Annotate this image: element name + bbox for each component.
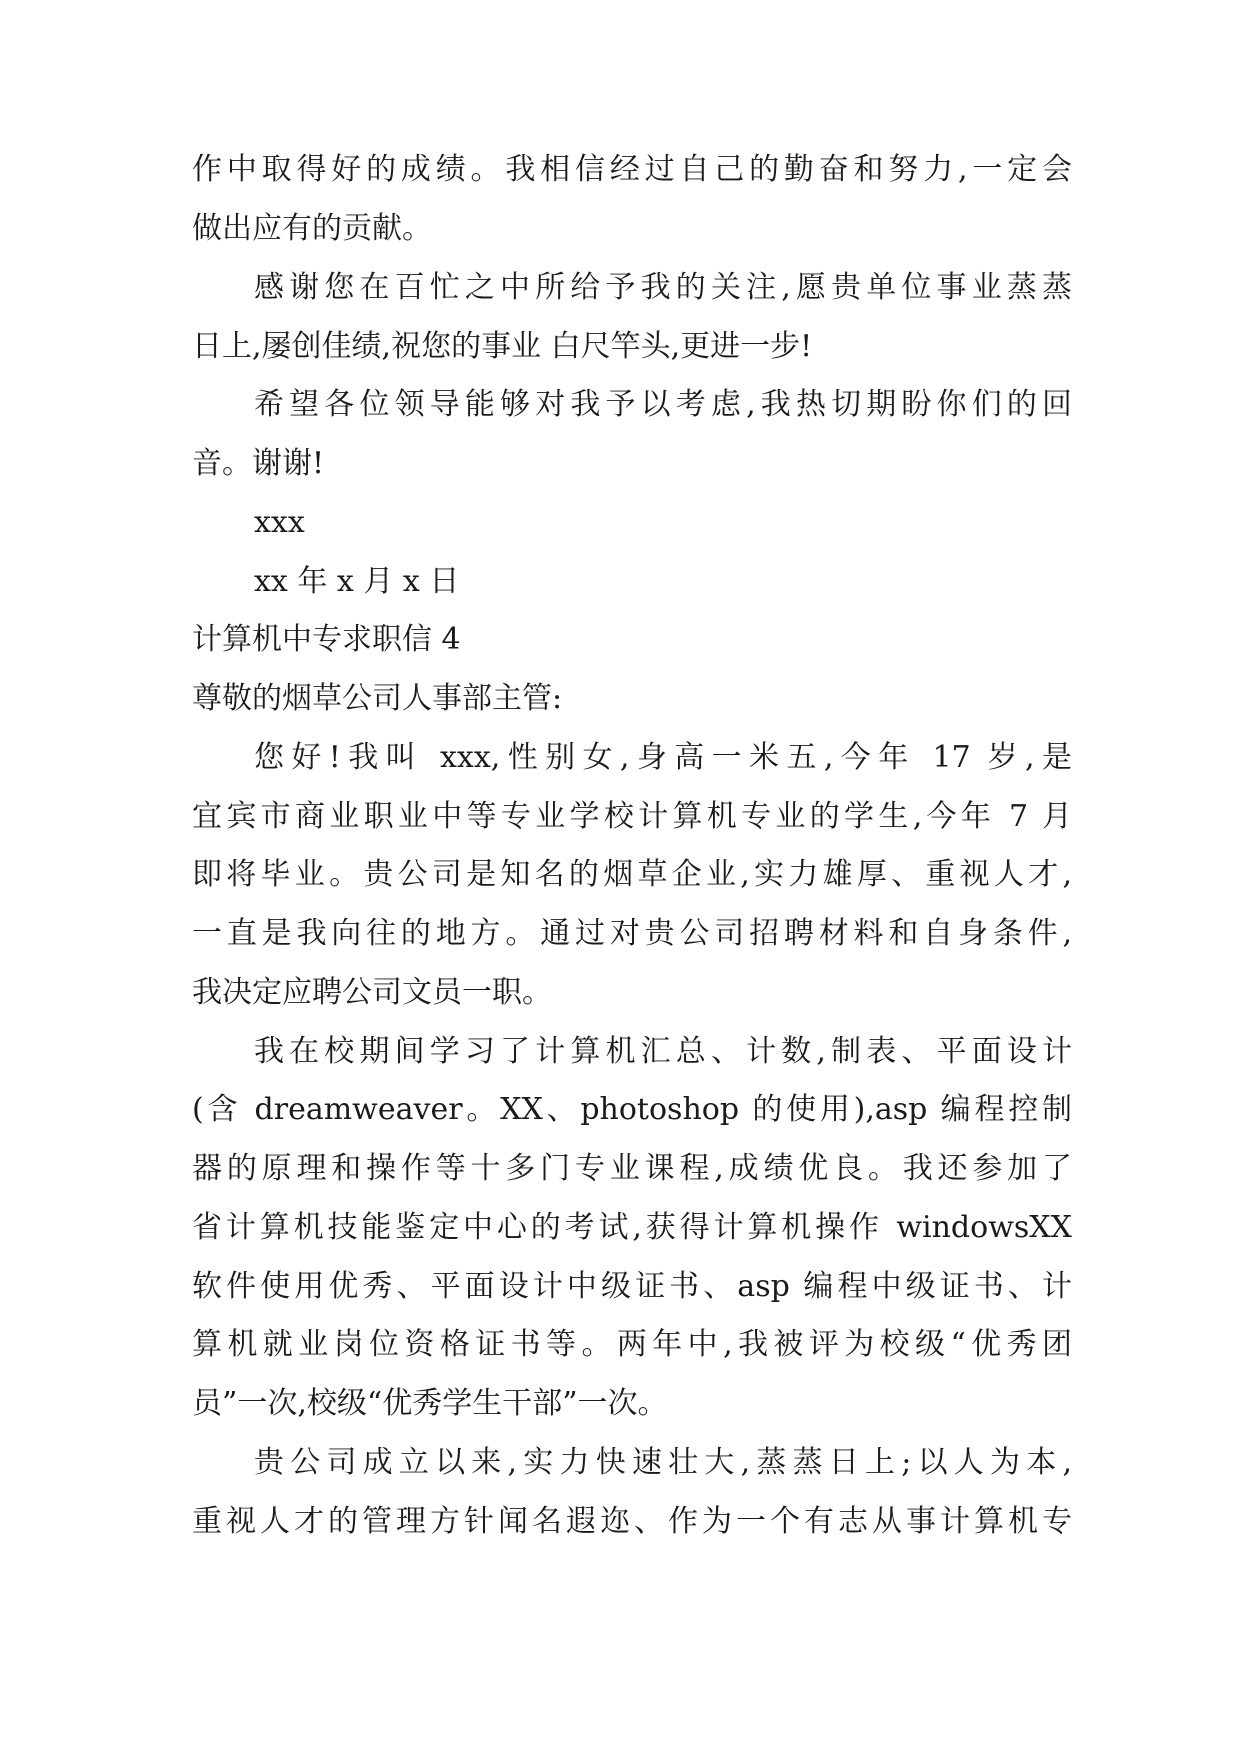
text-line: 器的原理和操作等十多门专业课程,成绩优良。我还参加了 bbox=[192, 1151, 1072, 1186]
text-line: 省计算机技能鉴定中心的考试,获得计算机操作 windowsXX bbox=[192, 1210, 1072, 1245]
text-line: 作中取得好的成绩。我相信经过自己的勤奋和努力,一定会 bbox=[192, 152, 1072, 187]
signature-name: xxx bbox=[254, 505, 305, 540]
text-line: 您好!我叫 xxx,性别女,身高一米五,今年 17 岁,是 bbox=[254, 740, 1072, 775]
text-line: 音。谢谢! bbox=[192, 446, 325, 481]
section-title: 计算机中专求职信 4 bbox=[192, 622, 461, 657]
text-line: 员”一次,校级“优秀学生干部”一次。 bbox=[192, 1386, 668, 1421]
text-line: 我在校期间学习了计算机汇总、计数,制表、平面设计 bbox=[254, 1034, 1072, 1069]
text-line: 一直是我向往的地方。通过对贵公司招聘材料和自身条件, bbox=[192, 916, 1072, 951]
salutation: 尊敬的烟草公司人事部主管: bbox=[192, 681, 563, 716]
text-line: 重视人才的管理方针闻名遐迩、作为一个有志从事计算机专 bbox=[192, 1504, 1072, 1539]
text-line: 软件使用优秀、平面设计中级证书、asp 编程中级证书、计 bbox=[192, 1269, 1072, 1304]
text-line: 即将毕业。贵公司是知名的烟草企业,实力雄厚、重视人才, bbox=[192, 857, 1072, 892]
text-line: 贵公司成立以来,实力快速壮大,蒸蒸日上;以人为本, bbox=[254, 1445, 1072, 1480]
text-line: (含 dreamweaver。XX、photoshop 的使用),asp 编程控制 bbox=[192, 1092, 1072, 1127]
text-line: 感谢您在百忙之中所给予我的关注,愿贵单位事业蒸蒸 bbox=[254, 270, 1072, 305]
text-line: 算机就业岗位资格证书等。两年中,我被评为校级“优秀团 bbox=[192, 1327, 1072, 1362]
text-line: 宜宾市商业职业中等专业学校计算机专业的学生,今年 7 月 bbox=[192, 799, 1072, 834]
text-line: 日上,屡创佳绩,祝您的事业 白尺竿头,更进一步! bbox=[192, 329, 813, 364]
text-line: 我决定应聘公司文员一职。 bbox=[192, 975, 552, 1010]
text-line: 做出应有的贡献。 bbox=[192, 211, 432, 246]
signature-date: xx 年 x 月 x 日 bbox=[254, 564, 460, 599]
text-line: 希望各位领导能够对我予以考虑,我热切期盼你们的回 bbox=[254, 387, 1072, 422]
